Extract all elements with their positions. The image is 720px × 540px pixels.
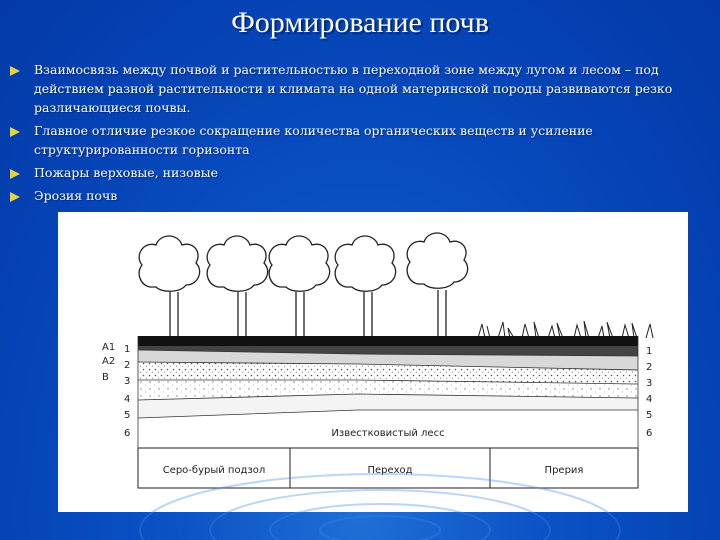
arrow-bullet-icon [10,127,20,137]
layer-number: 3 [646,378,653,389]
bullet-text: Пожары верховые, низовые [34,165,219,180]
horizon-label-a1: A1 [102,342,116,353]
bullet-item [8,60,698,117]
horizon-labels-left [102,342,115,383]
zone-label: Прерия [544,465,584,476]
layer-number: 4 [124,394,131,405]
layer-number: 4 [646,394,653,405]
bullet-item [8,121,698,159]
layer-number: 1 [124,344,131,355]
zone-label: Переход [367,465,413,476]
parent-rock-label: Известковистый лесс [331,428,445,439]
zone-label: Серо-бурый подзол [162,465,266,476]
layer-number: 2 [124,360,131,371]
soil-profile-figure [58,212,688,512]
layer-number: 1 [646,346,653,357]
bullet-text: Эрозия почв [34,188,118,203]
bullet-list [8,60,698,209]
horizon-label-b: B [102,372,109,383]
prairie-grass [478,321,653,338]
layer-number: 6 [124,428,131,439]
bullet-item [8,186,698,205]
arrow-bullet-icon [10,169,20,179]
soil-profile-diagram [58,212,688,512]
layer-number: 2 [646,362,653,373]
arrow-bullet-icon [10,192,20,202]
layer-number: 3 [124,376,131,387]
bullet-text: Главное отличие резкое сокращение количества органических веществ и усиление структурированности горизонта [34,123,593,157]
layer-numbers-left [124,344,130,439]
layer-number: 6 [646,428,653,439]
bullet-item [8,163,698,182]
layer-numbers-right [646,346,652,439]
slide-title: Формирование почв [231,6,489,39]
horizon-label-a2: A2 [102,356,116,367]
zone-table [138,448,638,488]
forest-trees [139,233,468,336]
arrow-bullet-icon [10,66,20,76]
layer-number: 5 [646,410,653,421]
layer-number: 5 [124,410,131,421]
bullet-text: Взаимосвязь между почвой и растительностью в переходной зоне между лугом и лесом – под действием разной растительности и климата на одной материнской породы развиваются резко различающиеся почвы. [34,62,673,115]
